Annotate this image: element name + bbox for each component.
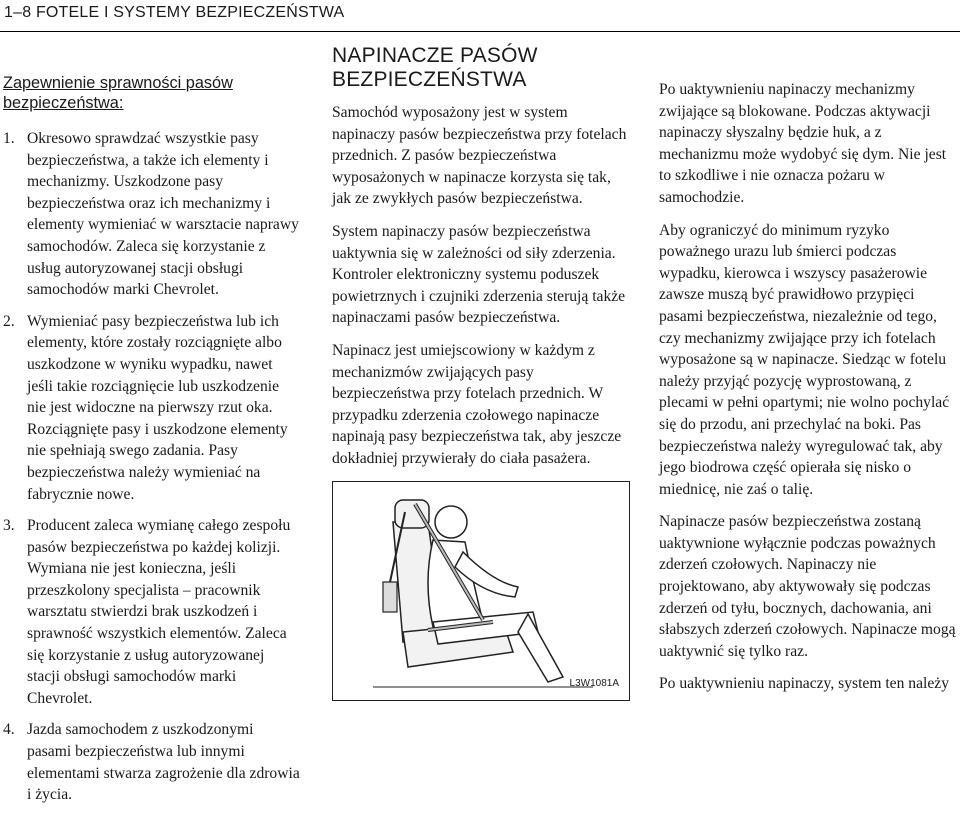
list-text: Producent zaleca wymianę całego zespołu pasów bezpieczeństwa po każdej kolizji. Wymiana nie jest konieczna, jeśli przeszkolony specjalista – pracownik warsztatu stwierdzi brak uszkodzeń i sprawność wszystkich elementów. Zaleca się korzystanie z usług autoryzowanej stacji obsługi samochodów marki Chevrolet. [27, 517, 291, 707]
list-text: Jazda samochodem z uszkodzonymi pasami bezpieczeństwa lub innymi elementami stwarza zagrożenie dla zdrowia i życia. [27, 721, 300, 804]
column-right [659, 79, 959, 706]
list-number: 1. [3, 130, 15, 147]
section-title: Zapewnienie sprawności pasów bezpieczeństwa: [3, 74, 233, 112]
page-header [0, 0, 960, 32]
list-item [3, 719, 301, 805]
seated-person-drawing [333, 482, 629, 700]
paragraph: System napinaczy pasów bezpieczeństwa uaktywnia się w zależności od siły zderzenia. Kontroler elektroniczny systemu poduszek powietrznych i czujniki zderzenia sterują także napinaczami pasów bezpieczeństwa. [332, 222, 626, 327]
paragraph: Napinacze pasów bezpieczeństwa zostaną uaktywnione wyłącznie podczas poważnych zderzeń czołowych. Napinaczy nie projektowano, aby aktywowały się podczas zderzeń od tyłu, bocznych, dachowania, ani słabszych zderzeń czołowych. Napinacze mogą uaktywnić się tylko raz. [659, 513, 956, 660]
paragraph: Po uaktywnieniu napinaczy mechanizmy zwijające są blokowane. Podczas aktywacji napinaczy słyszalny będzie huk, a z mechanizmu może wydobyć się dym. Nie jest to szkodliwe i nie oznacza pożaru w samochodzie. [659, 81, 947, 206]
page-header-title: 1–8 FOTELE I SYSTEMY BEZPIECZEŃSTWA [4, 4, 345, 21]
seatbelt-pretensioner-illustration [332, 481, 630, 701]
section-heading: NAPINACZE PASÓW BEZPIECZEŃSTWA [332, 44, 538, 91]
paragraph: Samochód wyposażony jest w system napinaczy pasów bezpieczeństwa przy fotelach przednich. Z pasów bezpieczeństwa wyposażonych w napinacze korzysta się tak, jak ze zwykłych pasów bezpieczeństwa. [332, 104, 627, 208]
column-left [3, 73, 301, 816]
list-item [3, 311, 301, 505]
maintenance-list [3, 128, 301, 806]
list-number: 2. [3, 312, 15, 330]
figure-code: L3W1081A [569, 677, 619, 689]
list-item [3, 515, 301, 709]
list-number: 4. [3, 721, 15, 739]
paragraph: Napinacz jest umiejscowiony w każdym z mechanizmów zwijających pasy bezpieczeństwa przy fotelach przednich. W przypadku zderzenia czołowego napinacze napinają pasy bezpieczeństwa tak, aby jeszcze dokładniej przywierały do ciała pasażera. [332, 341, 622, 467]
list-number: 3. [3, 517, 15, 535]
list-text: Wymieniać pasy bezpieczeństwa lub ich elementy, które zostały rozciągnięte albo uszkodzone w wyniku wypadku, nawet jeśli takie rozciągnięcie lub uszkodzenie nie jest widoczne na pierwszy rzut oka. Rozciągnięte pasy i uszkodzone elementy nie spełniają swego zadania. Pasy bezpieczeństwa należy wymieniać na fabrycznie nowe. [27, 312, 288, 503]
list-item [3, 128, 301, 301]
paragraph: Aby ograniczyć do minimum ryzyko poważnego urazu lub śmierci podczas wypadku, kierowca i wszyscy pasażerowie zawsze muszą być prawidłowo przypięci pasami bezpieczeństwa, niezależnie od tego, czy mechanizmy zwijające przy ich fotelach wyposażone są w napinacze. Siedząc w fotelu należy przyjąć pozycję wyprostowaną, z plecami w pełni opartymi; nie wolno pochylać się do przodu, ani przechylać na boki. Pas bezpieczeństwa należy wyregulować tak, aby jego biodrowa część opierała się nisko o miednicę, nie zaś o talię. [659, 221, 950, 498]
paragraph: Po uaktywnieniu napinaczy, system ten należy [659, 675, 949, 693]
list-text: Okresowo sprawdzać wszystkie pasy bezpieczeństwa, a także ich elementy i mechanizmy. Uszkodzone pasy bezpieczeństwa oraz ich mechanizmy i elementy wymieniać w warsztacie naprawy samochodów. Zaleca się korzystanie z usług autoryzowanej stacji obsługi samochodów marki Chevrolet. [27, 130, 299, 299]
column-middle [332, 44, 632, 701]
